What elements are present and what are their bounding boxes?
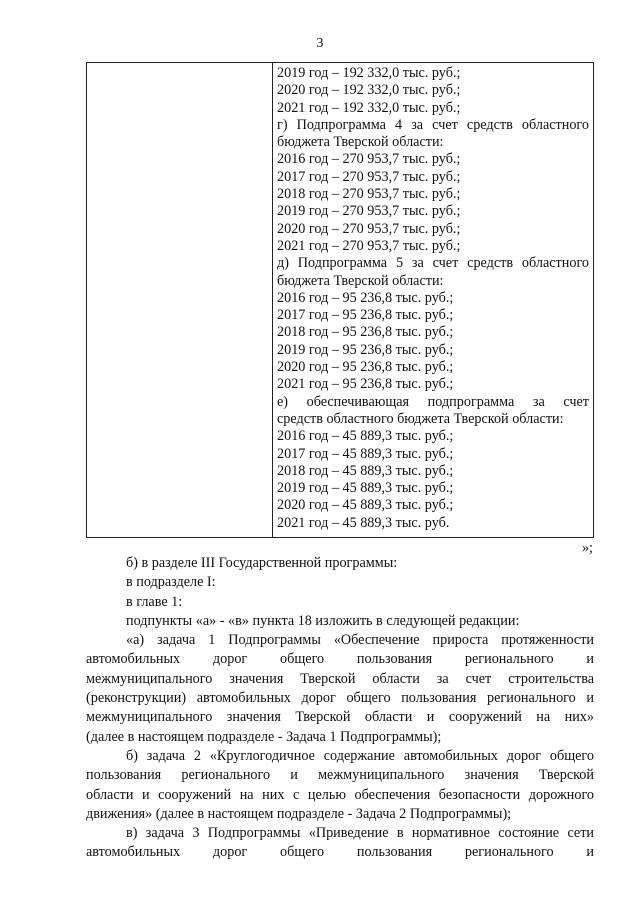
paragraph-line: межмуниципального значения Тверской области и сооружений на них» [86,709,594,726]
paragraph-line: б) задача 2 «Круглогодичное содержание автомобильных дорог общего [126,747,594,764]
table-line: 2017 год – 45 889,3 тыс. руб.; [277,445,454,462]
table-line: д) Подпрограмма 5 за счет средств областного [277,255,589,272]
paragraph-line: (реконструкции) автомобильных дорог общего пользования регионального и [86,690,594,707]
paragraph-line: области и сооружений на них с целью обеспечения безопасности дорожного [86,786,594,803]
body-text [86,554,594,863]
table-line: 2016 год – 95 236,8 тыс. руб.; [277,289,454,306]
table-line: 2018 год – 270 953,7 тыс. руб.; [277,186,461,203]
paragraph-line: в) задача 3 Подпрограммы «Приведение в нормативное состояние сети [126,825,594,842]
paragraph-line: подпункты «а» - «в» пункта 18 изложить в следующей редакции: [126,612,520,629]
table-right-column [273,63,593,537]
table-line: 2021 год – 192 332,0 тыс. руб.; [277,99,461,116]
table-line: г) Подпрограмма 4 за счет средств областного [277,116,589,133]
page-number: 3 [316,36,324,51]
table-line: бюджета Тверской области: [277,272,444,289]
paragraph-line: б) в разделе III Государственной программы: [126,555,398,571]
paragraph-line: автомобильных дорог общего пользования регионального и [86,651,594,668]
table-line: 2020 год – 95 236,8 тыс. руб.; [277,359,454,376]
paragraph-line: движения» (далее в настоящем подразделе - Задача 2 Подпрограммы); [86,805,512,822]
table-line: 2016 год – 270 953,7 тыс. руб.; [277,151,461,168]
table-line: 2019 год – 270 953,7 тыс. руб.; [277,203,461,220]
table-line: е) обеспечивающая подпрограмма за счет [277,393,589,410]
table-line: 2020 год – 192 332,0 тыс. руб.; [277,82,461,99]
table-line: 2018 год – 95 236,8 тыс. руб.; [277,324,454,341]
table-line: 2021 год – 270 953,7 тыс. руб.; [277,237,461,254]
paragraph-line: (далее в настоящем подразделе - Задача 1 Подпрограммы); [86,728,442,745]
table-line: 2017 год – 95 236,8 тыс. руб.; [277,307,454,324]
paragraph-line: межмуниципального значения Тверской области за счет строительства [86,670,594,687]
table-left-column [87,63,273,537]
paragraph-line: в подразделе I: [126,574,216,591]
table-line: 2020 год – 45 889,3 тыс. руб.; [277,497,454,514]
table-line: 2016 год – 45 889,3 тыс. руб.; [277,428,454,445]
paragraph-line: в главе 1: [126,593,183,610]
paragraph-line: автомобильных дорог общего пользования регионального и [86,844,594,861]
paragraph-line: пользования регионального и межмуниципального значения Тверской [86,767,594,784]
table-line: 2021 год – 45 889,3 тыс. руб. [277,514,450,531]
table-line: 2019 год – 45 889,3 тыс. руб.; [277,480,454,497]
closing-quote: »; [581,540,593,556]
table-line: 2019 год – 192 332,0 тыс. руб.; [277,65,461,81]
table-line: 2021 год – 95 236,8 тыс. руб.; [277,376,454,393]
financing-table [86,62,594,538]
table-line: 2019 год – 95 236,8 тыс. руб.; [277,341,454,358]
table-line: 2017 год – 270 953,7 тыс. руб.; [277,168,461,185]
table-line: бюджета Тверской области: [277,134,444,151]
paragraph-line: «а) задача 1 Подпрограммы «Обеспечение прироста протяженности [126,632,594,649]
table-line: 2018 год – 45 889,3 тыс. руб.; [277,462,454,479]
table-line: средств областного бюджета Тверской области: [277,410,564,427]
table-line: 2020 год – 270 953,7 тыс. руб.; [277,220,461,237]
